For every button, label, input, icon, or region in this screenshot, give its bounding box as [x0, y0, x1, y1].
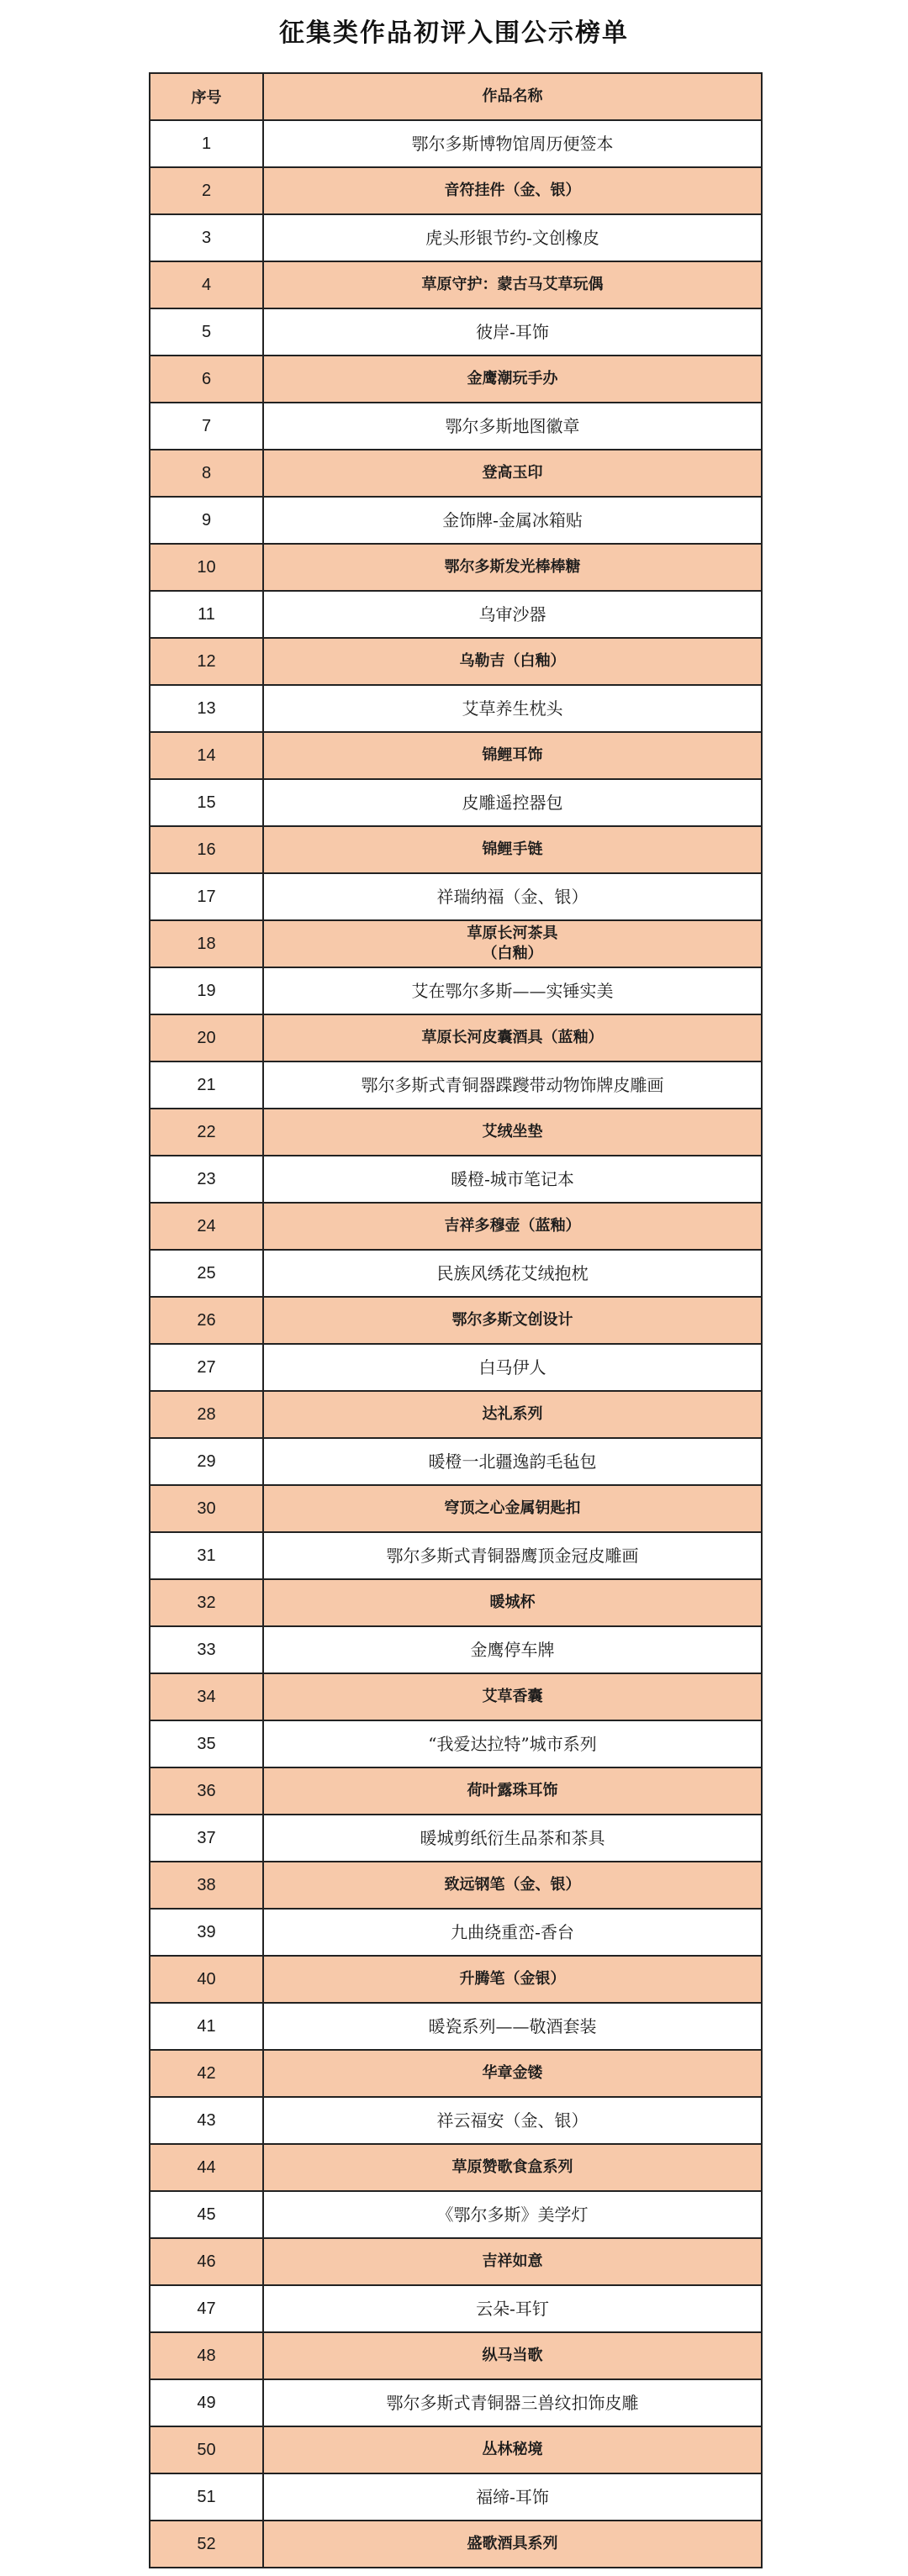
row-number: 33 [150, 1627, 264, 1673]
row-work-name: 盛歌酒具系列 [264, 2521, 763, 2567]
row-number: 39 [150, 1910, 264, 1955]
row-number: 44 [150, 2145, 264, 2190]
row-number: 42 [150, 2051, 264, 2096]
table-row [150, 2380, 763, 2427]
row-work-name: 乌勒吉（白釉） [264, 639, 763, 684]
row-number: 46 [150, 2239, 264, 2284]
table-row [150, 121, 763, 168]
row-work-name: 祥云福安（金、银） [264, 2098, 763, 2143]
row-work-name: 九曲绕重峦-香台 [264, 1910, 763, 1955]
table-row [150, 1392, 763, 1439]
row-work-name: 彼岸-耳饰 [264, 309, 763, 355]
row-work-name: 皮雕遥控器包 [264, 780, 763, 825]
row-number: 19 [150, 968, 264, 1014]
row-number: 47 [150, 2286, 264, 2331]
row-work-name: 华章金镂 [264, 2051, 763, 2096]
row-number: 20 [150, 1015, 264, 1061]
row-number: 51 [150, 2474, 264, 2520]
header-work-name: 作品名称 [264, 74, 763, 119]
row-work-name: 艾草香囊 [264, 1674, 763, 1720]
row-number: 27 [150, 1345, 264, 1390]
row-number: 40 [150, 1957, 264, 2002]
table-row [150, 1627, 763, 1674]
table-body [150, 121, 763, 2568]
table-row [150, 1062, 763, 1109]
table-row [150, 356, 763, 403]
row-work-name: 鄂尔多斯地图徽章 [264, 403, 763, 449]
row-work-name: 吉祥多穆壶（蓝釉） [264, 1204, 763, 1249]
table-row [150, 1533, 763, 1580]
table-row [150, 1015, 763, 1062]
table-row [150, 2004, 763, 2051]
table-row [150, 1486, 763, 1533]
row-work-name: 虎头形银节约-文创橡皮 [264, 215, 763, 261]
row-number: 45 [150, 2192, 264, 2237]
row-number: 3 [150, 215, 264, 261]
row-work-name: 暖橙-城市笔记本 [264, 1156, 763, 1202]
row-work-name: 草原守护：蒙古马艾草玩偶 [264, 262, 763, 308]
table-row [150, 2521, 763, 2568]
row-work-name: 乌审沙器 [264, 592, 763, 637]
row-work-name: 艾在鄂尔多斯——实锤实美 [264, 968, 763, 1014]
table-row [150, 215, 763, 262]
table-row [150, 1298, 763, 1345]
row-number: 28 [150, 1392, 264, 1437]
table-row [150, 2427, 763, 2474]
row-number: 49 [150, 2380, 264, 2426]
row-work-name: 锦鲤耳饰 [264, 733, 763, 778]
row-number: 35 [150, 1721, 264, 1767]
row-number: 36 [150, 1768, 264, 1814]
row-number: 15 [150, 780, 264, 825]
header-number: 序号 [150, 74, 264, 119]
table-row [150, 1439, 763, 1486]
row-work-name: 草原长河茶具 （白釉） [264, 921, 763, 967]
row-number: 41 [150, 2004, 264, 2049]
row-work-name: 穹顶之心金属钥匙扣 [264, 1486, 763, 1531]
row-work-name: 鄂尔多斯式青铜器蹀躞带动物饰牌皮雕画 [264, 1062, 763, 1108]
table-row [150, 1580, 763, 1627]
table-row [150, 2286, 763, 2333]
table-row [150, 2192, 763, 2239]
row-number: 32 [150, 1580, 264, 1625]
table-row [150, 827, 763, 874]
row-number: 8 [150, 450, 264, 496]
row-number: 1 [150, 121, 264, 166]
row-number: 26 [150, 1298, 264, 1343]
row-work-name: 达礼系列 [264, 1392, 763, 1437]
row-work-name: 金鹰潮玩手办 [264, 356, 763, 402]
row-work-name: 草原赞歌食盒系列 [264, 2145, 763, 2190]
row-number: 30 [150, 1486, 264, 1531]
row-number: 6 [150, 356, 264, 402]
row-number: 9 [150, 498, 264, 543]
row-work-name: 升腾笔（金银） [264, 1957, 763, 2002]
shortlist-table [149, 72, 763, 2568]
table-row [150, 733, 763, 780]
row-number: 50 [150, 2427, 264, 2473]
row-work-name: 艾绒坐垫 [264, 1109, 763, 1155]
row-work-name: 暖橙一北疆逸韵毛毡包 [264, 1439, 763, 1484]
table-row [150, 498, 763, 545]
row-work-name: 鄂尔多斯式青铜器鹰顶金冠皮雕画 [264, 1533, 763, 1578]
row-work-name: 丛林秘境 [264, 2427, 763, 2473]
row-number: 14 [150, 733, 264, 778]
table-row [150, 2474, 763, 2521]
table-row [150, 968, 763, 1015]
row-number: 7 [150, 403, 264, 449]
row-number: 11 [150, 592, 264, 637]
table-row [150, 2145, 763, 2192]
table-row [150, 1768, 763, 1815]
row-number: 4 [150, 262, 264, 308]
table-row [150, 309, 763, 356]
table-row [150, 1251, 763, 1298]
row-number: 24 [150, 1204, 264, 1249]
row-work-name: 鄂尔多斯式青铜器三兽纹扣饰皮雕 [264, 2380, 763, 2426]
table-row [150, 1910, 763, 1957]
row-work-name: 艾草养生枕头 [264, 686, 763, 731]
table-row [150, 1345, 763, 1392]
row-number: 17 [150, 874, 264, 919]
table-row [150, 1109, 763, 1156]
row-work-name: 云朵-耳钉 [264, 2286, 763, 2331]
row-work-name: 纵马当歌 [264, 2333, 763, 2378]
table-row [150, 2333, 763, 2380]
table-row [150, 1957, 763, 2004]
page-title: 征集类作品初评入围公示榜单 [279, 18, 629, 48]
row-work-name: 祥瑞纳福（金、银） [264, 874, 763, 919]
table-row [150, 1204, 763, 1251]
row-number: 21 [150, 1062, 264, 1108]
row-work-name: 暖瓷系列——敬酒套装 [264, 2004, 763, 2049]
table-row [150, 874, 763, 921]
row-work-name: 草原长河皮囊酒具（蓝釉） [264, 1015, 763, 1061]
row-number: 25 [150, 1251, 264, 1296]
row-number: 12 [150, 639, 264, 684]
table-row [150, 1674, 763, 1721]
row-work-name: 福缔-耳饰 [264, 2474, 763, 2520]
table-row [150, 1721, 763, 1768]
row-number: 48 [150, 2333, 264, 2378]
table-row [150, 1815, 763, 1862]
row-number: 23 [150, 1156, 264, 1202]
table-row [150, 1156, 763, 1204]
table-row [150, 921, 763, 968]
row-work-name: 鄂尔多斯文创设计 [264, 1298, 763, 1343]
row-work-name: 致远钢笔（金、银） [264, 1862, 763, 1908]
row-work-name: 鄂尔多斯博物馆周历便签本 [264, 121, 763, 166]
table-header-row [150, 74, 763, 121]
row-number: 31 [150, 1533, 264, 1578]
table-row [150, 545, 763, 592]
row-number: 2 [150, 168, 264, 213]
row-number: 13 [150, 686, 264, 731]
table-row [150, 450, 763, 498]
row-number: 43 [150, 2098, 264, 2143]
table-row [150, 262, 763, 309]
row-work-name: 《鄂尔多斯》美学灯 [264, 2192, 763, 2237]
row-work-name: 暖城杯 [264, 1580, 763, 1625]
table-row [150, 2051, 763, 2098]
row-work-name: 暖城剪纸衍生品茶和茶具 [264, 1815, 763, 1861]
row-number: 37 [150, 1815, 264, 1861]
row-work-name: 登高玉印 [264, 450, 763, 496]
row-work-name: “我爱达拉特”城市系列 [264, 1721, 763, 1767]
row-work-name: 民族风绣花艾绒抱枕 [264, 1251, 763, 1296]
table-row [150, 2239, 763, 2286]
row-number: 10 [150, 545, 264, 590]
row-work-name: 锦鲤手链 [264, 827, 763, 872]
row-work-name: 金鹰停车牌 [264, 1627, 763, 1673]
row-work-name: 吉祥如意 [264, 2239, 763, 2284]
table-row [150, 780, 763, 827]
table-row [150, 592, 763, 639]
table-row [150, 2098, 763, 2145]
row-work-name: 鄂尔多斯发光棒棒糖 [264, 545, 763, 590]
row-number: 22 [150, 1109, 264, 1155]
row-number: 34 [150, 1674, 264, 1720]
table-row [150, 403, 763, 450]
row-work-name: 金饰牌-金属冰箱贴 [264, 498, 763, 543]
row-number: 29 [150, 1439, 264, 1484]
row-number: 52 [150, 2521, 264, 2567]
table-row [150, 686, 763, 733]
table-row [150, 639, 763, 686]
row-work-name: 音符挂件（金、银） [264, 168, 763, 213]
table-row [150, 1862, 763, 1910]
table-row [150, 168, 763, 215]
row-number: 5 [150, 309, 264, 355]
row-number: 38 [150, 1862, 264, 1908]
row-work-name: 白马伊人 [264, 1345, 763, 1390]
row-number: 18 [150, 921, 264, 967]
row-work-name: 荷叶露珠耳饰 [264, 1768, 763, 1814]
row-number: 16 [150, 827, 264, 872]
